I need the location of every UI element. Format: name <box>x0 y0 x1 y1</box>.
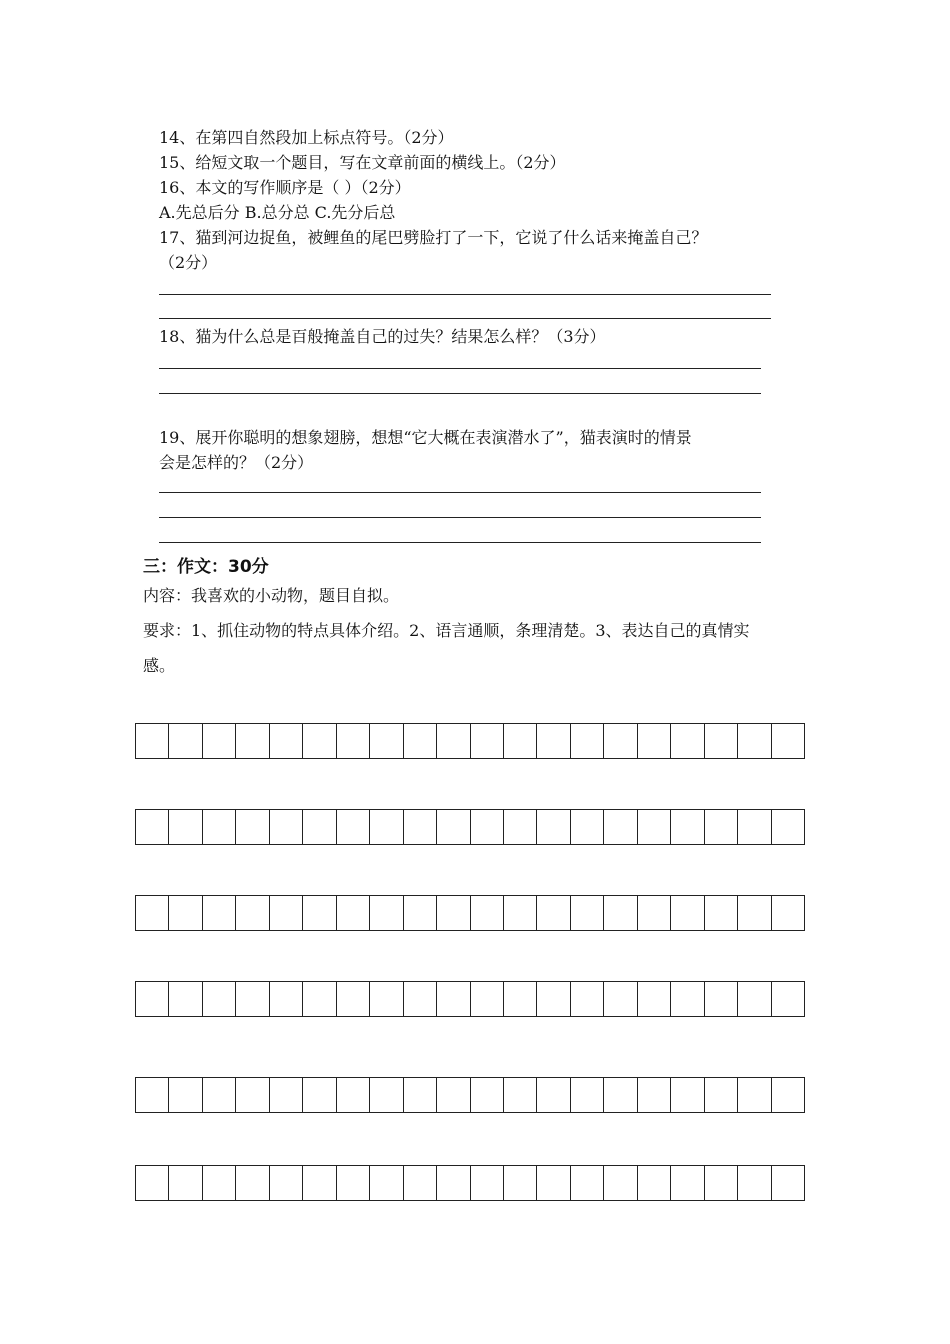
question-19-line2: 会是怎样的？（2分） <box>159 453 314 472</box>
writing-grid-cell[interactable] <box>604 1165 637 1201</box>
writing-grid-cell[interactable] <box>203 1077 236 1113</box>
writing-grid-cell[interactable] <box>337 981 370 1017</box>
writing-grid-cell[interactable] <box>604 809 637 845</box>
writing-grid-cell[interactable] <box>504 981 537 1017</box>
writing-grid-cell[interactable] <box>471 895 504 931</box>
writing-grid-cell[interactable] <box>437 1165 470 1201</box>
writing-grid-cell[interactable] <box>504 723 537 759</box>
writing-grid-cell[interactable] <box>504 895 537 931</box>
writing-grid-cell[interactable] <box>303 809 336 845</box>
writing-grid-cell[interactable] <box>303 1165 336 1201</box>
writing-grid-row[interactable] <box>135 1077 805 1113</box>
writing-grid-cell[interactable] <box>671 1077 704 1113</box>
answer-line-19a[interactable] <box>159 492 761 493</box>
writing-grid-cell[interactable] <box>169 895 202 931</box>
question-18: 18、猫为什么总是百般掩盖自己的过失？结果怎么样？（3分） <box>159 327 606 346</box>
writing-grid-cell[interactable] <box>772 1077 805 1113</box>
question-15: 15、给短文取一个题目，写在文章前面的横线上。（2分） <box>159 153 566 172</box>
writing-grid-cell[interactable] <box>437 723 470 759</box>
writing-grid-cell[interactable] <box>504 809 537 845</box>
writing-grid-cell[interactable] <box>738 1077 771 1113</box>
composition-content: 内容：我喜欢的小动物，题目自拟。 <box>143 586 400 605</box>
writing-grid-cell[interactable] <box>772 895 805 931</box>
writing-grid-cell[interactable] <box>604 1077 637 1113</box>
writing-grid-cell[interactable] <box>604 895 637 931</box>
writing-grid-cell[interactable] <box>404 895 437 931</box>
writing-grid-row[interactable] <box>135 723 805 759</box>
writing-grid-cell[interactable] <box>437 809 470 845</box>
writing-grid-row[interactable] <box>135 895 805 931</box>
writing-grid-cell[interactable] <box>404 1165 437 1201</box>
writing-grid-cell[interactable] <box>303 723 336 759</box>
writing-grid-cell[interactable] <box>471 723 504 759</box>
question-16: 16、本文的写作顺序是（ ）（2分） <box>159 178 411 197</box>
writing-grid-cell[interactable] <box>537 723 570 759</box>
writing-grid-cell[interactable] <box>337 1077 370 1113</box>
writing-grid-cell[interactable] <box>638 895 671 931</box>
writing-grid-cell[interactable] <box>136 809 169 845</box>
writing-grid-cell[interactable] <box>437 1077 470 1113</box>
writing-grid-cell[interactable] <box>638 723 671 759</box>
composition-title: 三：作文：30分 <box>143 557 269 577</box>
writing-grid-cell[interactable] <box>638 1165 671 1201</box>
writing-grid-cell[interactable] <box>738 1165 771 1201</box>
writing-grid-cell[interactable] <box>370 1165 403 1201</box>
writing-grid-cell[interactable] <box>337 809 370 845</box>
writing-grid-cell[interactable] <box>571 1165 604 1201</box>
writing-grid-cell[interactable] <box>571 809 604 845</box>
writing-grid-cell[interactable] <box>738 981 771 1017</box>
writing-grid-cell[interactable] <box>772 723 805 759</box>
writing-grid-cell[interactable] <box>236 1077 269 1113</box>
writing-grid-cell[interactable] <box>236 981 269 1017</box>
composition-requirement-line2: 感。 <box>143 656 176 675</box>
writing-grid-cell[interactable] <box>337 723 370 759</box>
writing-grid-cell[interactable] <box>671 723 704 759</box>
writing-grid-cell[interactable] <box>203 723 236 759</box>
writing-grid-cell[interactable] <box>537 1077 570 1113</box>
writing-grid-cell[interactable] <box>404 723 437 759</box>
writing-grid-cell[interactable] <box>270 895 303 931</box>
writing-grid-cell[interactable] <box>638 1077 671 1113</box>
writing-grid-cell[interactable] <box>404 809 437 845</box>
writing-grid-cell[interactable] <box>537 809 570 845</box>
writing-grid-cell[interactable] <box>671 895 704 931</box>
writing-grid-cell[interactable] <box>604 723 637 759</box>
writing-grid-cell[interactable] <box>303 981 336 1017</box>
writing-grid-cell[interactable] <box>270 723 303 759</box>
answer-line-17a[interactable] <box>159 294 771 295</box>
composition-requirement-line1: 要求：1、抓住动物的特点具体介绍。2、语言通顺，条理清楚。3、表达自己的真情实 <box>143 621 750 640</box>
writing-grid-cell[interactable] <box>772 1165 805 1201</box>
question-17-line2: （2分） <box>159 253 218 272</box>
answer-line-18b[interactable] <box>159 393 761 394</box>
writing-grid-cell[interactable] <box>270 1077 303 1113</box>
writing-grid-cell[interactable] <box>136 1165 169 1201</box>
writing-grid-cell[interactable] <box>671 809 704 845</box>
question-19-line1: 19、展开你聪明的想象翅膀，想想“它大概在表演潜水了”，猫表演时的情景 <box>159 428 692 447</box>
writing-grid-cell[interactable] <box>270 981 303 1017</box>
writing-grid-cell[interactable] <box>738 895 771 931</box>
writing-grid-cell[interactable] <box>705 895 738 931</box>
writing-grid-cell[interactable] <box>705 723 738 759</box>
answer-line-19c[interactable] <box>159 542 761 543</box>
writing-grid-cell[interactable] <box>772 981 805 1017</box>
writing-grid-cell[interactable] <box>571 723 604 759</box>
writing-grid-cell[interactable] <box>571 981 604 1017</box>
writing-grid-cell[interactable] <box>236 1165 269 1201</box>
writing-grid-cell[interactable] <box>705 1077 738 1113</box>
writing-grid-cell[interactable] <box>671 981 704 1017</box>
writing-grid-cell[interactable] <box>136 1077 169 1113</box>
writing-grid-cell[interactable] <box>169 1165 202 1201</box>
writing-grid-cell[interactable] <box>404 1077 437 1113</box>
writing-grid-cell[interactable] <box>303 1077 336 1113</box>
question-16-options: A.先总后分 B.总分总 C.先分后总 <box>159 203 396 222</box>
writing-grid-cell[interactable] <box>738 809 771 845</box>
writing-grid-cell[interactable] <box>370 981 403 1017</box>
writing-grid-cell[interactable] <box>471 1165 504 1201</box>
writing-grid-cell[interactable] <box>169 809 202 845</box>
answer-line-19b[interactable] <box>159 517 761 518</box>
writing-grid-cell[interactable] <box>203 895 236 931</box>
writing-grid-cell[interactable] <box>705 809 738 845</box>
writing-grid-cell[interactable] <box>537 981 570 1017</box>
writing-grid-cell[interactable] <box>772 809 805 845</box>
writing-grid-cell[interactable] <box>203 1165 236 1201</box>
question-14: 14、在第四自然段加上标点符号。（2分） <box>159 128 454 147</box>
writing-grid-cell[interactable] <box>203 809 236 845</box>
writing-grid-cell[interactable] <box>236 723 269 759</box>
writing-grid-cell[interactable] <box>169 981 202 1017</box>
writing-grid-cell[interactable] <box>537 1165 570 1201</box>
writing-grid-cell[interactable] <box>471 981 504 1017</box>
writing-grid-cell[interactable] <box>136 895 169 931</box>
writing-grid-cell[interactable] <box>337 1165 370 1201</box>
writing-grid-cell[interactable] <box>270 809 303 845</box>
writing-grid-cell[interactable] <box>638 981 671 1017</box>
writing-grid-cell[interactable] <box>169 1077 202 1113</box>
writing-grid-cell[interactable] <box>604 981 637 1017</box>
writing-grid-cell[interactable] <box>571 1077 604 1113</box>
writing-grid-cell[interactable] <box>370 809 403 845</box>
writing-grid-cell[interactable] <box>370 723 403 759</box>
answer-line-17b[interactable] <box>159 318 771 319</box>
writing-grid-cell[interactable] <box>236 895 269 931</box>
writing-grid-row[interactable] <box>135 809 805 845</box>
writing-grid-cell[interactable] <box>638 809 671 845</box>
writing-grid-cell[interactable] <box>370 1077 403 1113</box>
writing-grid-cell[interactable] <box>437 895 470 931</box>
writing-grid-cell[interactable] <box>370 895 403 931</box>
writing-grid-row[interactable] <box>135 981 805 1017</box>
writing-grid-cell[interactable] <box>136 981 169 1017</box>
writing-grid-cell[interactable] <box>337 895 370 931</box>
writing-grid-cell[interactable] <box>504 1077 537 1113</box>
answer-line-18a[interactable] <box>159 368 761 369</box>
question-17-line1: 17、猫到河边捉鱼，被鲤鱼的尾巴劈脸打了一下，它说了什么话来掩盖自己？ <box>159 228 708 247</box>
writing-grid-cell[interactable] <box>471 1077 504 1113</box>
writing-grid-cell[interactable] <box>303 895 336 931</box>
writing-grid-cell[interactable] <box>738 723 771 759</box>
writing-grid-row[interactable] <box>135 1165 805 1201</box>
writing-grid-cell[interactable] <box>705 981 738 1017</box>
writing-grid-cell[interactable] <box>169 723 202 759</box>
writing-grid-cell[interactable] <box>236 809 269 845</box>
writing-grid-cell[interactable] <box>671 1165 704 1201</box>
writing-grid-cell[interactable] <box>471 809 504 845</box>
writing-grid-cell[interactable] <box>203 981 236 1017</box>
writing-grid-cell[interactable] <box>437 981 470 1017</box>
writing-grid-cell[interactable] <box>404 981 437 1017</box>
writing-grid-cell[interactable] <box>537 895 570 931</box>
writing-grid-cell[interactable] <box>705 1165 738 1201</box>
writing-grid-cell[interactable] <box>504 1165 537 1201</box>
writing-grid-cell[interactable] <box>571 895 604 931</box>
writing-grid-cell[interactable] <box>136 723 169 759</box>
writing-grid-cell[interactable] <box>270 1165 303 1201</box>
